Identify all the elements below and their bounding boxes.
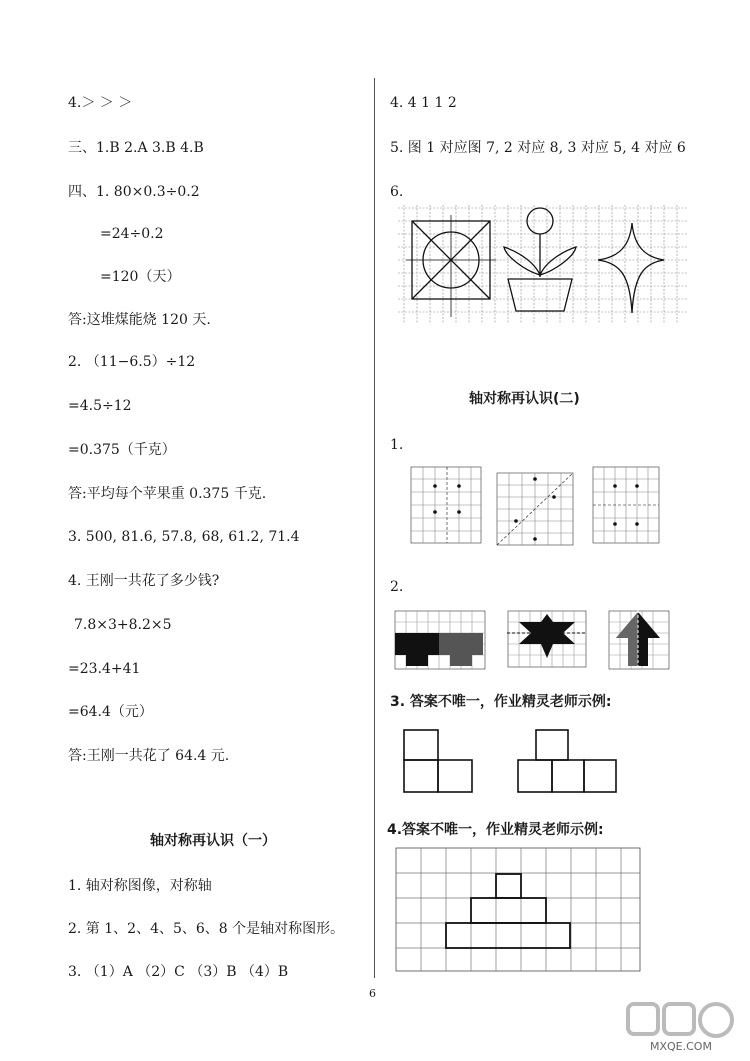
q2-figure-3 [608, 610, 670, 670]
right-line-2: 5. 图 1 对应图 7, 2 对应 8, 3 对应 5, 4 对应 6 [390, 140, 686, 156]
left-line-2: 三、1.B 2.A 3.B 4.B [68, 140, 204, 156]
left-line-9: =0.375（千克） [68, 442, 176, 458]
q2-figure-2 [507, 610, 587, 668]
left-line-4: =24÷0.2 [100, 226, 164, 242]
right-line-1: 4. 4 1 1 2 [390, 95, 457, 111]
left-line-3: 四、1. 80×0.3÷0.2 [68, 184, 200, 200]
watermark-text: MXQE.COM [650, 1040, 712, 1053]
left-line-13: 7.8×3+8.2×5 [74, 617, 172, 633]
q4-grid [395, 847, 641, 972]
left-line-11: 3. 500, 81.6, 57.8, 68, 61.2, 71.4 [68, 529, 300, 545]
left-line-1: 4.＞ ＞ ＞ [68, 95, 133, 111]
q3-shape-2 [516, 728, 618, 794]
column-divider [374, 78, 375, 978]
left-line-10: 答:平均每个苹果重 0.375 千克. [68, 486, 267, 502]
left-line-5: =120（天） [100, 269, 181, 285]
left-line-16: 答:王刚一共花了 64.4 元. [68, 748, 230, 764]
left-line-20: 3. （1）A （2）C （3）B （4）B [68, 964, 289, 980]
left-line-7: 2. （11−6.5）÷12 [68, 354, 196, 370]
section-title-1: 轴对称再认识（一） [150, 833, 276, 849]
right-line-8: 4.答案不唯一，作业精灵老师示例: [387, 822, 604, 838]
right-line-6: 2. [390, 579, 404, 595]
q2-figure-1 [394, 610, 486, 670]
left-line-15: =64.4（元） [68, 704, 153, 720]
q3-shape-1 [402, 728, 474, 794]
right-line-7: 3. 答案不唯一，作业精灵老师示例: [390, 694, 612, 710]
page-number: 6 [369, 987, 376, 1000]
left-line-12: 4. 王刚一共花了多少钱? [68, 573, 220, 589]
left-line-6: 答:这堆煤能烧 120 天. [68, 312, 211, 328]
section-title-2: 轴对称再认识(二) [469, 391, 580, 407]
q1-grid-1 [410, 466, 482, 544]
q1-grid-3 [592, 466, 660, 544]
left-line-8: =4.5÷12 [68, 398, 132, 414]
left-line-19: 2. 第 1、2、4、5、6、8 个是轴对称图形。 [68, 921, 345, 937]
figure-6-grid [398, 205, 688, 323]
left-line-18: 1. 轴对称图像，对称轴 [68, 878, 212, 894]
left-line-14: =23.4+41 [68, 661, 141, 677]
right-line-5: 1. [390, 437, 404, 453]
right-line-3: 6. [390, 184, 404, 200]
q1-grid-2 [496, 472, 574, 546]
